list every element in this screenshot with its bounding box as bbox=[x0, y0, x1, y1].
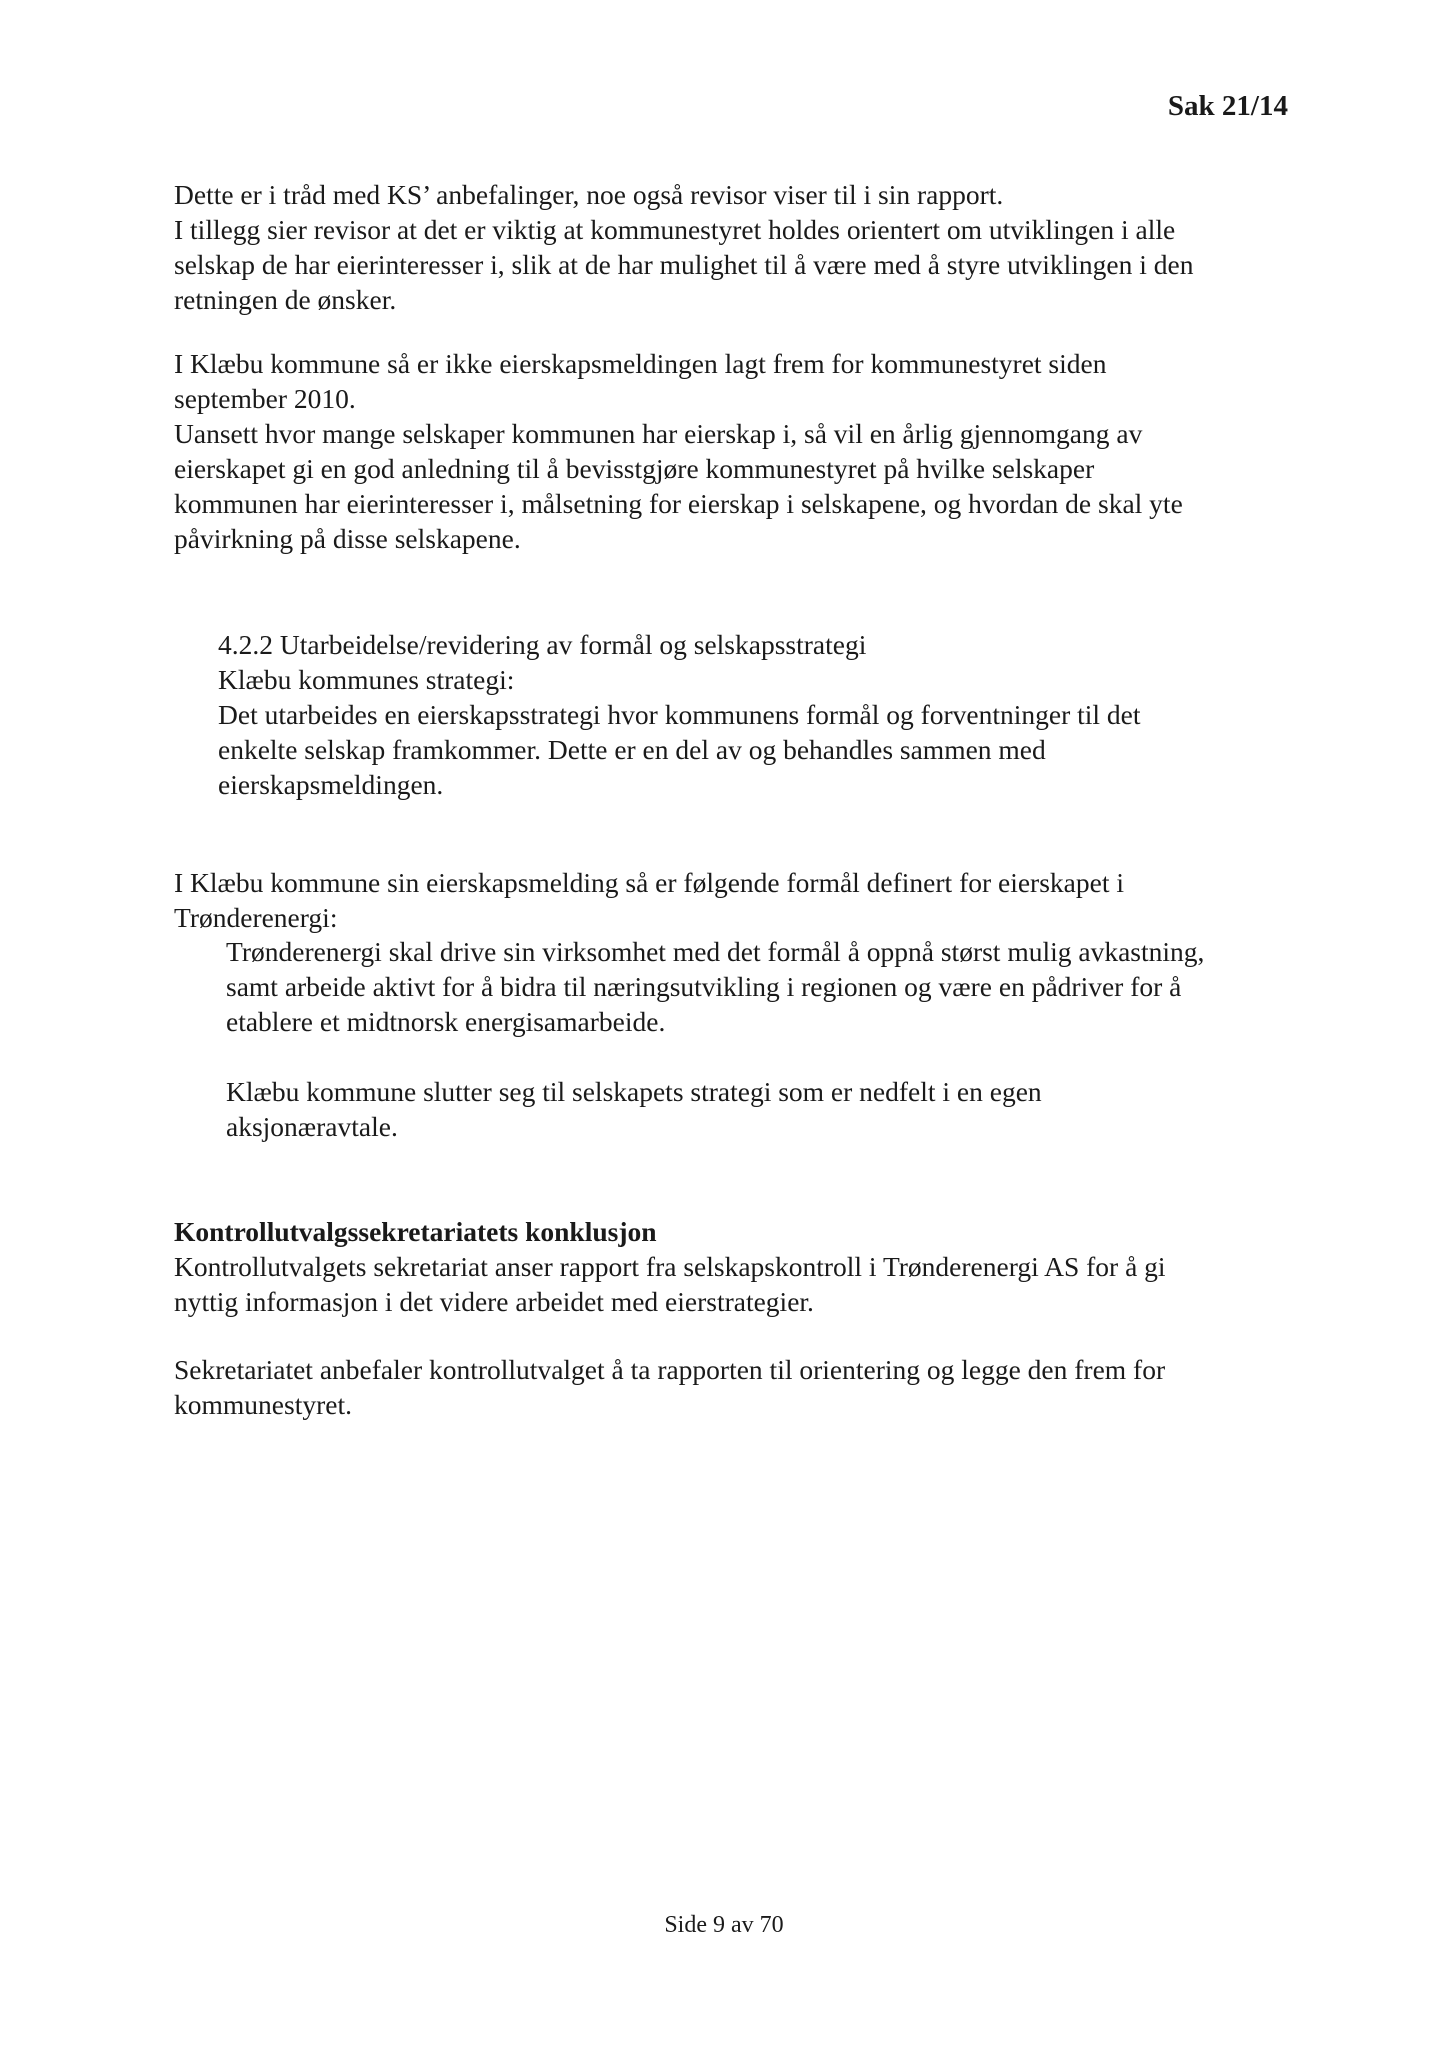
case-reference: Sak 21/14 bbox=[1167, 90, 1288, 122]
paragraph-purpose-definition bbox=[174, 865, 1294, 935]
text-line: etablere et midtnorsk energisamarbeide. bbox=[226, 1006, 666, 1037]
section-4-2-2 bbox=[218, 627, 1268, 802]
text-line: I Klæbu kommune så er ikke eierskapsmeldingen lagt frem for kommunestyret siden bbox=[174, 348, 1107, 379]
section-heading: 4.2.2 Utarbeidelse/revidering av formål og selskapsstrategi bbox=[218, 629, 867, 660]
text-line: Trønderenergi skal drive sin virksomhet med det formål å oppnå størst mulig avkastning, bbox=[226, 936, 1205, 967]
text-line: påvirkning på disse selskapene. bbox=[174, 523, 521, 554]
conclusion-heading: Kontrollutvalgssekretariatets konklusjon bbox=[174, 1216, 657, 1247]
text-line: I tillegg sier revisor at det er viktig at kommunestyret holdes orientert om utviklingen i alle bbox=[174, 214, 1176, 245]
text-line: Trønderenergi: bbox=[174, 902, 338, 933]
quote-purpose bbox=[226, 934, 1306, 1039]
paragraph-ownership-report bbox=[174, 346, 1294, 556]
quote-strategy bbox=[226, 1074, 1306, 1144]
text-line: nyttig informasjon i det videre arbeidet med eierstrategier. bbox=[174, 1286, 814, 1317]
conclusion-section bbox=[174, 1214, 1294, 1319]
text-line: Sekretariatet anbefaler kontrollutvalget å ta rapporten til orientering og legge den frem for bbox=[174, 1354, 1166, 1385]
text-line: Dette er i tråd med KS’ anbefalinger, noe også revisor viser til i sin rapport. bbox=[174, 179, 1004, 210]
text-line: kommunen har eierinteresser i, målsetning for eierskap i selskapene, og hvordan de skal yte bbox=[174, 488, 1183, 519]
page-number: Side 9 av 70 bbox=[664, 1912, 784, 1938]
text-line: Kontrollutvalgets sekretariat anser rapport fra selskapskontroll i Trønderenergi AS for å gi bbox=[174, 1251, 1166, 1282]
paragraph-ks-recommendations bbox=[174, 177, 1294, 317]
text-line: eierskapet gi en god anledning til å bevisstgjøre kommunestyret på hvilke selskaper bbox=[174, 453, 1095, 484]
recommendation-paragraph bbox=[174, 1352, 1294, 1422]
text-line: I Klæbu kommune sin eierskapsmelding så er følgende formål definert for eierskapet i bbox=[174, 867, 1124, 898]
text-line: eierskapsmeldingen. bbox=[218, 769, 444, 800]
text-line: retningen de ønsker. bbox=[174, 284, 397, 315]
text-line: Uansett hvor mange selskaper kommunen har eierskap i, så vil en årlig gjennomgang av bbox=[174, 418, 1143, 449]
text-line: aksjonæravtale. bbox=[226, 1111, 398, 1142]
text-line: enkelte selskap framkommer. Dette er en del av og behandles sammen med bbox=[218, 734, 1046, 765]
text-line: Klæbu kommune slutter seg til selskapets strategi som er nedfelt i en egen bbox=[226, 1076, 1042, 1107]
text-line: september 2010. bbox=[174, 383, 356, 414]
section-subheading: Klæbu kommunes strategi: bbox=[218, 664, 515, 695]
text-line: Det utarbeides en eierskapsstrategi hvor kommunens formål og forventninger til det bbox=[218, 699, 1141, 730]
text-line: kommunestyret. bbox=[174, 1389, 352, 1420]
text-line: selskap de har eierinteresser i, slik at de har mulighet til å være med å styre utviklingen i den bbox=[174, 249, 1194, 280]
text-line: samt arbeide aktivt for å bidra til næringsutvikling i regionen og være en pådriver for å bbox=[226, 971, 1182, 1002]
